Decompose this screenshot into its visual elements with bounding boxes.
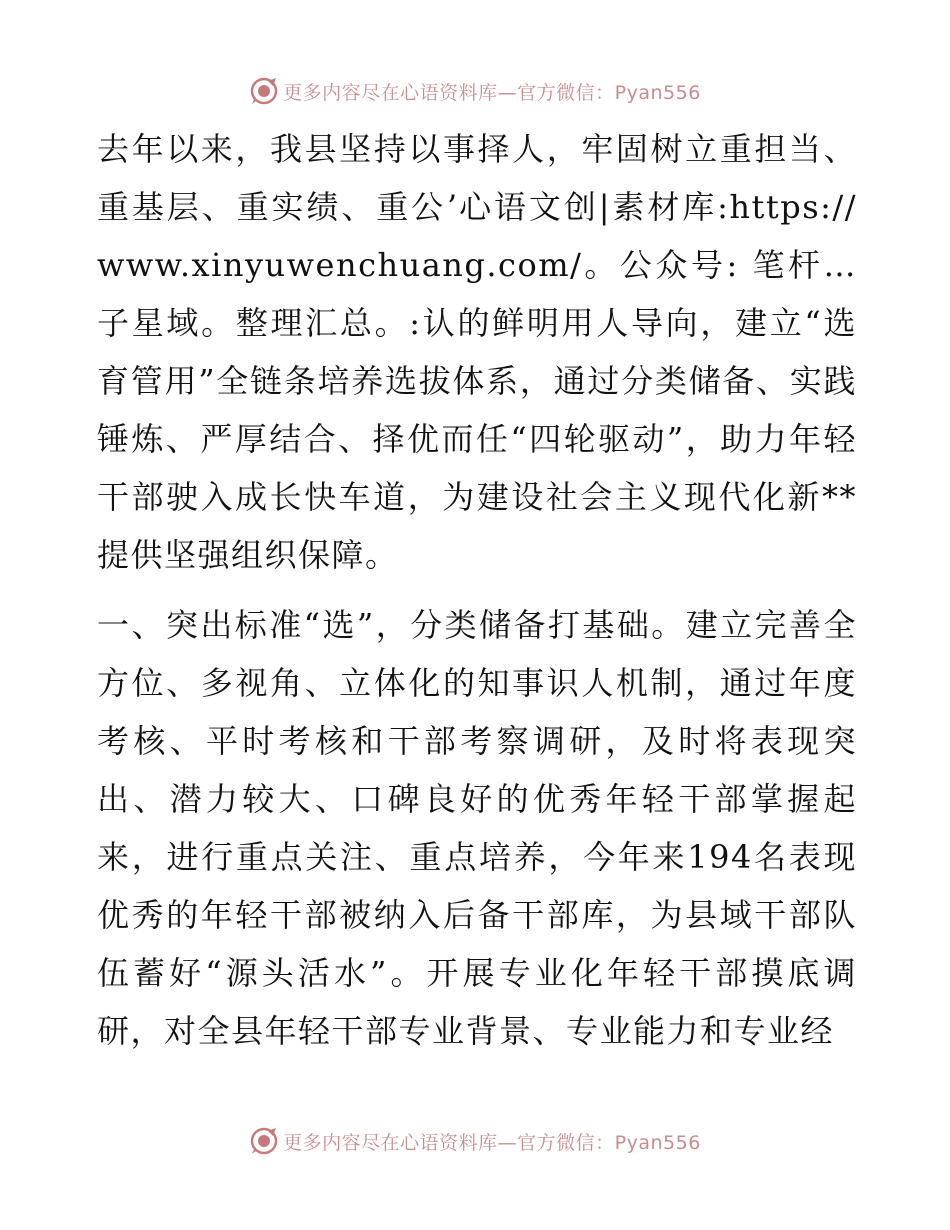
paragraph-section-one: 一、突出标准“选”，分类储备打基础。建立完善全方位、多视角、立体化的知事识人机制，通过年度考核、平时考核和干部考察调研，及时将表现突出、潜力较大、口碑良好的优秀年轻干部掌握起来，进行重点关注、重点培养，今年来194名表现优秀的年轻干部被纳入后备干部库，为县域干部队伍蓄好“源头活水”。开展专业化年轻干部摸底调研，对全县年轻干部专业背景、专业能力和专业经 [97, 606, 857, 1050]
footer-watermark-text: 更多内容尽在心语资料库—官方微信：Pyan556 [283, 1131, 701, 1154]
paragraph-intro: 去年以来，我县坚持以事择人，牢固树立重担当、重基层、重实绩、重公ʼ心语文创|素材库:https://www.xinyuwenchuang.com/。公众号: 笔杆…子星域。整理汇总。:认的鲜明用人导向，建立“选育管用”全链条培养选拔体系，通过分类储备、实践锤炼、严厚结合、择优而任“四轮驱动”，助力年轻干部驶入成长快车道，为建设社会主义现代化新**提供坚强组织保障。 [97, 130, 857, 574]
footer-watermark [0, 1121, 950, 1161]
logo-icon [249, 1126, 279, 1156]
logo-icon [249, 76, 279, 106]
document-body [97, 120, 857, 1060]
header-watermark [0, 71, 950, 111]
header-watermark-text: 更多内容尽在心语资料库—官方微信：Pyan556 [283, 81, 701, 104]
